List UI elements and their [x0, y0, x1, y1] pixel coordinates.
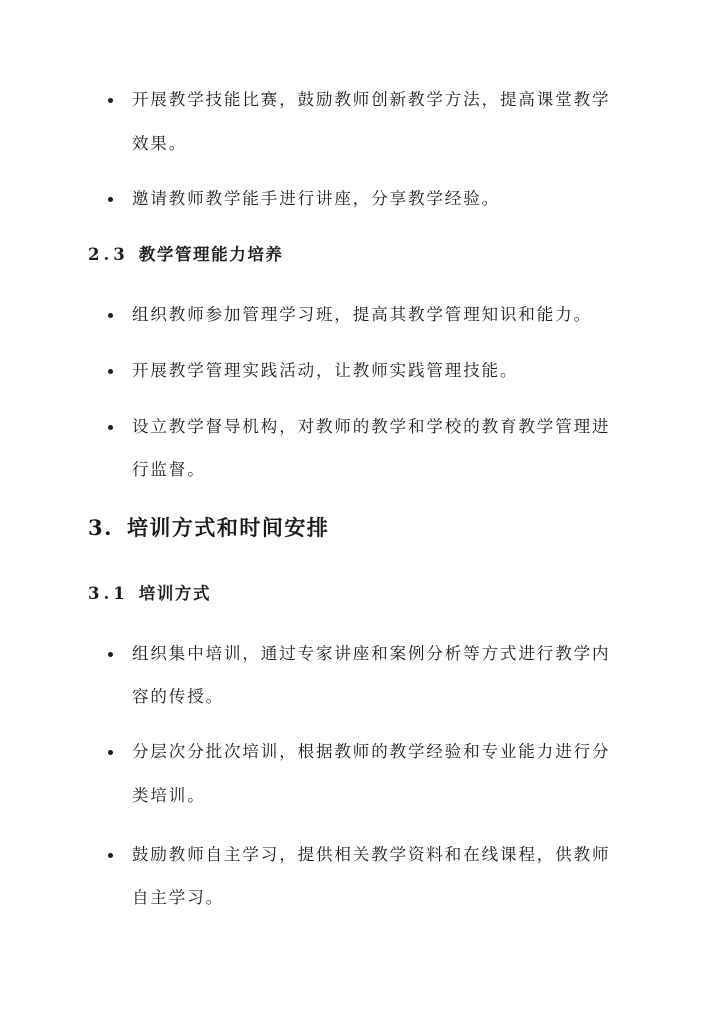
bullet-icon [108, 853, 113, 858]
list-item-text: 组织集中培训，通过专家讲座和案例分析等方式进行教学内 [132, 644, 611, 663]
list-item-text: 自主学习。 [132, 888, 224, 907]
list-item-text: 组织教师参加管理学习班，提高其教学管理知识和能力。 [132, 305, 592, 324]
section-heading-2-3 [88, 245, 284, 265]
list-item-text: 邀请教师教学能手进行讲座，分享教学经验。 [132, 189, 500, 208]
section-title: 培训方式和时间安排 [126, 515, 330, 540]
section-title: 教学管理能力培养 [138, 245, 284, 264]
list-item-text: 分层次分批次培训，根据教师的教学经验和专业能力进行分 [132, 742, 611, 761]
section-number: 2.3 [88, 245, 129, 264]
list-item-text: 设立教学督导机构，对教师的教学和学校的教育教学管理进 [132, 417, 611, 436]
list-item-text: 开展教学管理实践活动，让教师实践管理技能。 [132, 361, 519, 380]
list-item-text: 行监督。 [132, 460, 206, 479]
section-number: 3.1 [88, 584, 129, 603]
list-item-text: 容的传授。 [132, 687, 224, 706]
list-item-text: 效果。 [132, 134, 188, 153]
section-heading-3-1 [88, 584, 211, 604]
section-heading-3 [88, 515, 329, 541]
list-item-text: 类培训。 [132, 786, 206, 805]
bullet-icon [108, 652, 113, 657]
bullet-icon [108, 369, 113, 374]
section-number: 3. [88, 515, 113, 540]
bullet-icon [108, 197, 113, 202]
bullet-icon [108, 313, 113, 318]
list-item-text: 鼓励教师自主学习，提供相关教学资料和在线课程，供教师 [132, 845, 611, 864]
bullet-icon [108, 98, 113, 103]
list-item-text: 开展教学技能比赛，鼓励教师创新教学方法，提高课堂教学 [132, 90, 611, 109]
bullet-icon [108, 750, 113, 755]
bullet-icon [108, 425, 113, 430]
section-title: 培训方式 [138, 584, 212, 603]
